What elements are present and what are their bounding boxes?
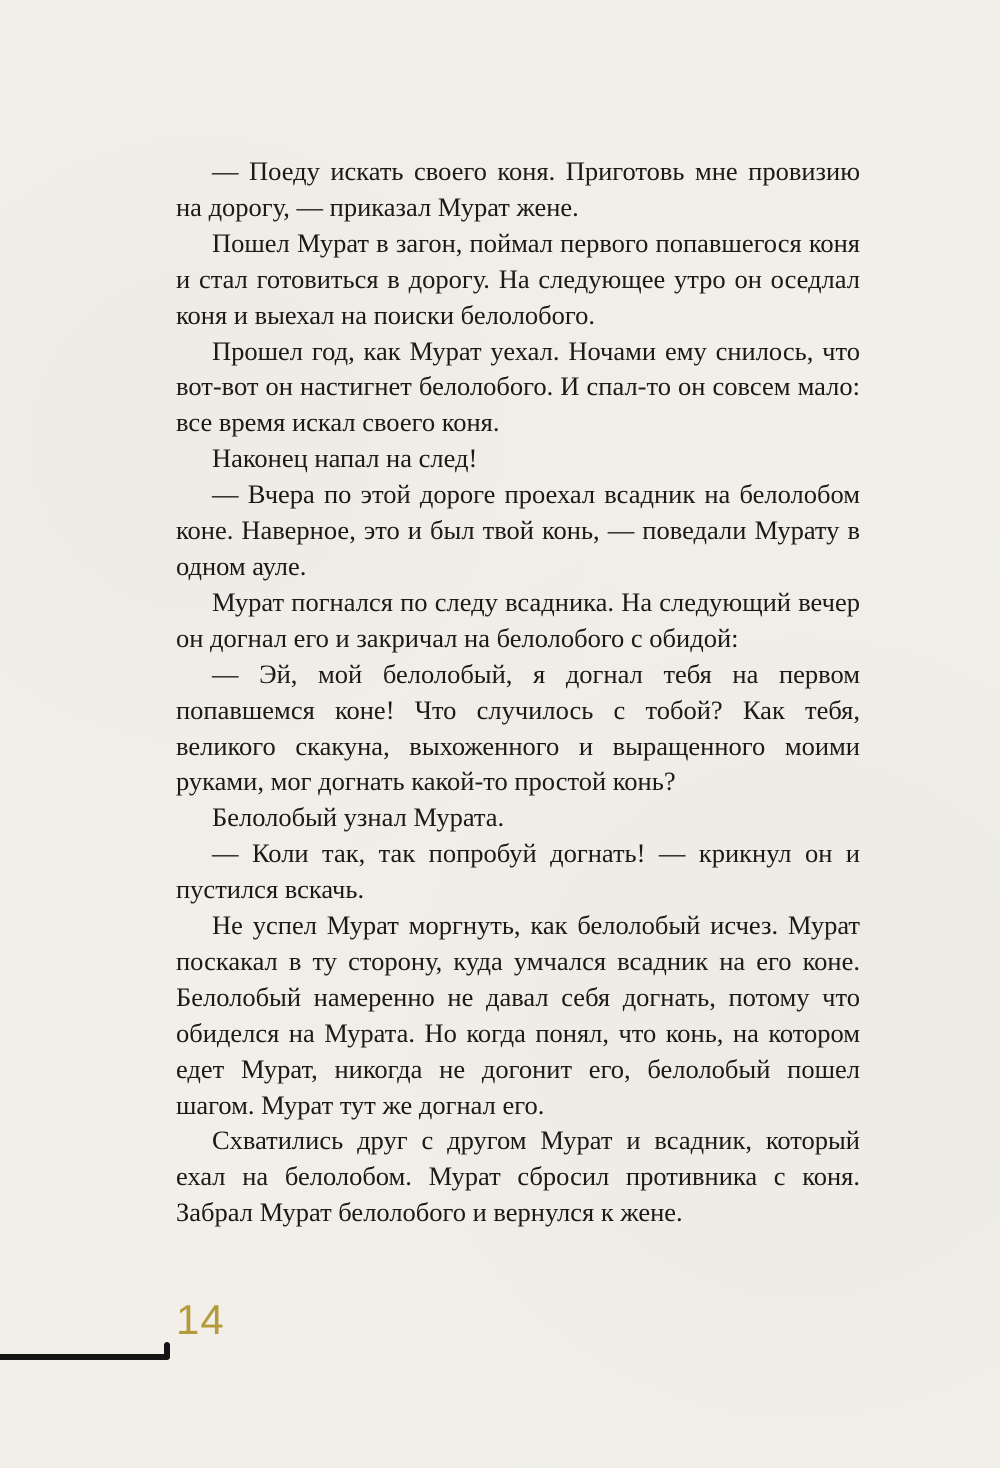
- paragraph: Прошел год, как Мурат уехал. Ночами ему снилось, что вот-вот он настигнет белолобого. И спал-то он совсем мало: все время искал своего коня.: [176, 335, 860, 438]
- paragraph: — Эй, мой белолобый, я догнал тебя на первом попавшемся коне! Что случилось с тобой? Как тебя, великого скакуна, выхоженного и выращенного моими руками, мог догнать какой-то простой конь?: [176, 658, 860, 797]
- footer-rule-hook: [164, 1342, 170, 1358]
- paragraph: Не успел Мурат моргнуть, как белолобый исчез. Мурат поскакал в ту сторону, куда умчался всадник на его коне. Белолобый намеренно не давал себя догнать, потому что обиделся на Мурата. Но когда понял, что конь, на котором едет Мурат, никогда не догонит его, белолобый пошел шагом. Мурат тут же догнал его.: [176, 910, 860, 1120]
- paragraph: Пошел Мурат в загон, поймал первого попавшегося коня и стал готовиться в дорогу. На следующее утро он оседлал коня и выехал на поиски белолобого.: [176, 227, 860, 330]
- paragraph: Наконец напал на след!: [212, 443, 478, 474]
- story-text: [176, 154, 860, 1231]
- paragraph: — Поеду искать своего коня. Приготовь мне провизию на дорогу, — приказал Мурат жене.: [176, 156, 860, 222]
- paragraph: Белолобый узнал Мурата.: [212, 802, 505, 833]
- page-number: 14: [176, 1296, 225, 1343]
- paragraph: Схватились друг с другом Мурат и всадник, который ехал на белолобом. Мурат сбросил противника с коня. Забрал Мурат белолобого и вернулся к жене.: [176, 1125, 860, 1228]
- paragraph: Мурат погнался по следу всадника. На следующий вечер он догнал его и закричал на белолобого с обидой:: [176, 586, 860, 653]
- paragraph: — Вчера по этой дороге проехал всадник на белолобом коне. Наверное, это и был твой конь, — поведали Мурату в одном ауле.: [176, 479, 860, 581]
- paragraph: — Коли так, так попробуй догнать! — крикнул он и пустился вскачь.: [176, 838, 860, 905]
- footer-rule: [0, 1354, 170, 1360]
